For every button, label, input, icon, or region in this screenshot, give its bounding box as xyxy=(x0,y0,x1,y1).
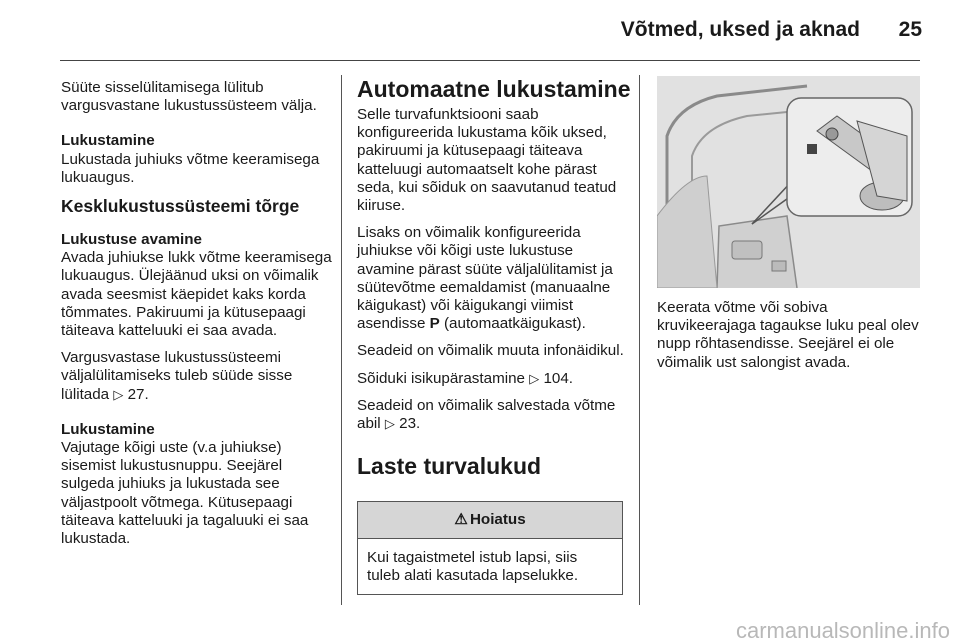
page-ref-icon[interactable]: ▷ xyxy=(113,386,124,402)
column-2 xyxy=(357,76,631,595)
column-3 xyxy=(657,299,929,381)
header-title: Võtmed, uksed ja aknad xyxy=(620,18,860,41)
warning-text: Kui tagaistmetel istub lapsi, siis tuleb alati kasutada lapselukke. xyxy=(367,549,579,585)
door-lock-drawing xyxy=(657,76,920,288)
page-ref[interactable]: 27. xyxy=(127,385,149,403)
subheading-lock: Lukustamine xyxy=(61,420,155,438)
page-ref[interactable]: 23. xyxy=(399,415,421,433)
page-ref-icon[interactable]: ▷ xyxy=(384,416,395,432)
warning-title: Hoiatus xyxy=(469,511,526,529)
section-heading: Kesklukustussüsteemi tõrge xyxy=(61,196,300,217)
subheading-lock: Lukustamine xyxy=(61,132,155,150)
page-number: 25 xyxy=(898,18,922,41)
paragraph: Keerata võtme või sobiva kruvikeerajaga tagaukse luku peal olev nupp rõhtasendisse. Seejärel ei ole võimalik ust salongist avada. xyxy=(657,299,919,371)
paragraph-text: Lisaks on võimalik konfigureerida juhiukse või kõigi uste lukustuse avamine pärast süüte väljalülitamist ja süütevõtme eemaldamist (manuaalne käigukast) või käigukangi viimist asendisse xyxy=(357,224,613,333)
column-divider-2 xyxy=(639,75,640,605)
paragraph xyxy=(357,224,631,333)
warning-icon: ⚠ xyxy=(454,511,468,529)
page-ref-icon[interactable]: ▷ xyxy=(529,370,540,386)
paragraph: Lukustada juhiuks võtme keeramisega lukuaugus. xyxy=(61,150,320,186)
paragraph xyxy=(357,397,631,433)
paragraph-text: Vargusvastase lukustussüsteemi väljalülitamiseks tuleb süüde sisse lülitada xyxy=(61,349,293,403)
paragraph: Avada juhiukse lukk võtme keeramisega lukuaugus. Ülejäänud uksi on võimalik avada seesmist käepidet kaks korda tõmmates. Pakiruumi ja kütusepaagi täiteava katteluuki ei saa avada. xyxy=(61,249,332,340)
column-1 xyxy=(61,79,333,557)
section-heading: Laste turvalukud xyxy=(357,453,542,480)
paragraph xyxy=(357,370,631,388)
paragraph: Selle turvafunktsiooni saab konfigureerida lukustama kõik uksed, pakiruumi ja kütusepaagi täiteava katteluugi automaatselt kohe pärast seda, kui sõiduk on saavutanud teatud kiiruse. xyxy=(357,106,617,215)
subheading-unlock: Lukustuse avamine xyxy=(61,231,202,249)
gear-position: P xyxy=(429,315,440,333)
paragraph: Seadeid on võimalik muuta infonäidikul. xyxy=(357,342,624,360)
door-lock-illustration xyxy=(657,76,920,288)
paragraph: Süüte sisselülitamisega lülitub vargusvastane lukustussüsteem välja. xyxy=(61,79,317,115)
page-ref[interactable]: 104. xyxy=(543,369,574,387)
paragraph-text: Sõiduki isikupärastamine xyxy=(357,369,525,387)
header-rule xyxy=(60,60,920,61)
paragraph xyxy=(61,349,333,404)
column-divider-1 xyxy=(341,75,342,605)
paragraph: Vajutage kõigi uste (v.a juhiukse) sisemist lukustusnuppu. Seejärel sulgeda juhiuks ja lukustada see väljastpoolt võtmega. Kütusepaagi täiteava katteluuki ja tagaluuki ei saa lukustada. xyxy=(61,439,309,548)
watermark: carmanualsonline.info xyxy=(735,618,950,643)
warning-box xyxy=(357,501,623,594)
paragraph-text: (automaatkäigukast). xyxy=(444,315,586,333)
warning-header xyxy=(358,502,622,539)
section-heading: Automaatne lukustamine xyxy=(357,76,631,102)
paragraph-text: Seadeid on võimalik salvestada võtme abil xyxy=(357,396,616,433)
